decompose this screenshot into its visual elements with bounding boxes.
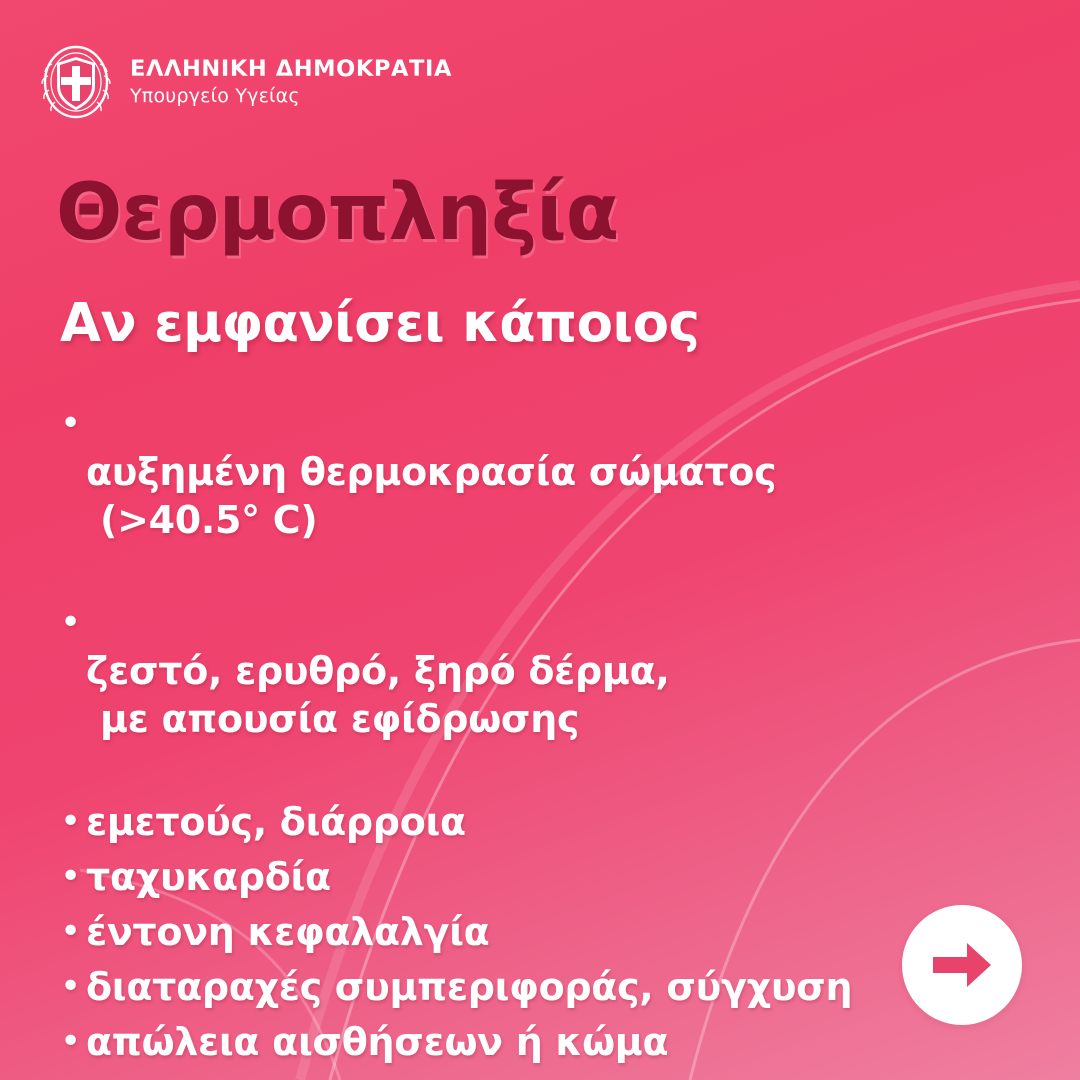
bullet-dot-icon: • <box>60 856 82 897</box>
page-subtitle: Αν εμφανίσει κάποιος <box>60 293 700 354</box>
page-title: Θερμοπληξία <box>56 168 619 258</box>
header <box>40 44 452 120</box>
symptom-list <box>60 400 1020 1073</box>
org-name-line1: ΕΛΛΗΝΙΚΗ ΔΗΜΟΚΡΑΤΙΑ <box>130 55 452 82</box>
list-item-line2: (>40.5° C) <box>100 498 318 542</box>
org-name-line2: Υπουργείο Υγείας <box>130 84 300 107</box>
list-item-text <box>80 400 776 592</box>
list-item-text: απώλεια αισθήσεων ή κώμα <box>86 1020 669 1064</box>
list-item <box>60 1018 1020 1066</box>
list-item-line1: αυξημένη θερμοκρασία σώματος <box>86 450 777 494</box>
bullet-dot-icon: • <box>60 403 82 444</box>
arrow-right-icon <box>931 939 993 991</box>
list-item <box>60 400 1020 592</box>
next-slide-button[interactable] <box>902 905 1022 1025</box>
list-item <box>60 908 1020 956</box>
bullet-dot-icon: • <box>60 602 82 643</box>
organization-text <box>130 57 452 107</box>
greek-coat-of-arms-icon <box>40 44 112 120</box>
list-item-text: διαταραχές συμπεριφοράς, σύγχυση <box>86 965 853 1009</box>
list-item-text: έντονη κεφαλαλγία <box>86 910 490 954</box>
list-item-line1: ζεστό, ερυθρό, ξηρό δέρμα, <box>86 649 670 693</box>
bullet-dot-icon: • <box>60 801 82 842</box>
bullet-dot-icon: • <box>60 911 82 952</box>
list-item <box>60 963 1020 1011</box>
list-item-text <box>80 599 670 791</box>
list-item <box>60 853 1020 901</box>
list-item <box>60 798 1020 846</box>
list-item-text: ταχυκαρδία <box>86 855 331 899</box>
bullet-dot-icon: • <box>60 966 82 1007</box>
list-item <box>60 599 1020 791</box>
list-item-text: εμετούς, διάρροια <box>86 800 466 844</box>
bullet-dot-icon: • <box>60 1021 82 1062</box>
list-item-line2: με απουσία εφίδρωσης <box>100 697 580 741</box>
